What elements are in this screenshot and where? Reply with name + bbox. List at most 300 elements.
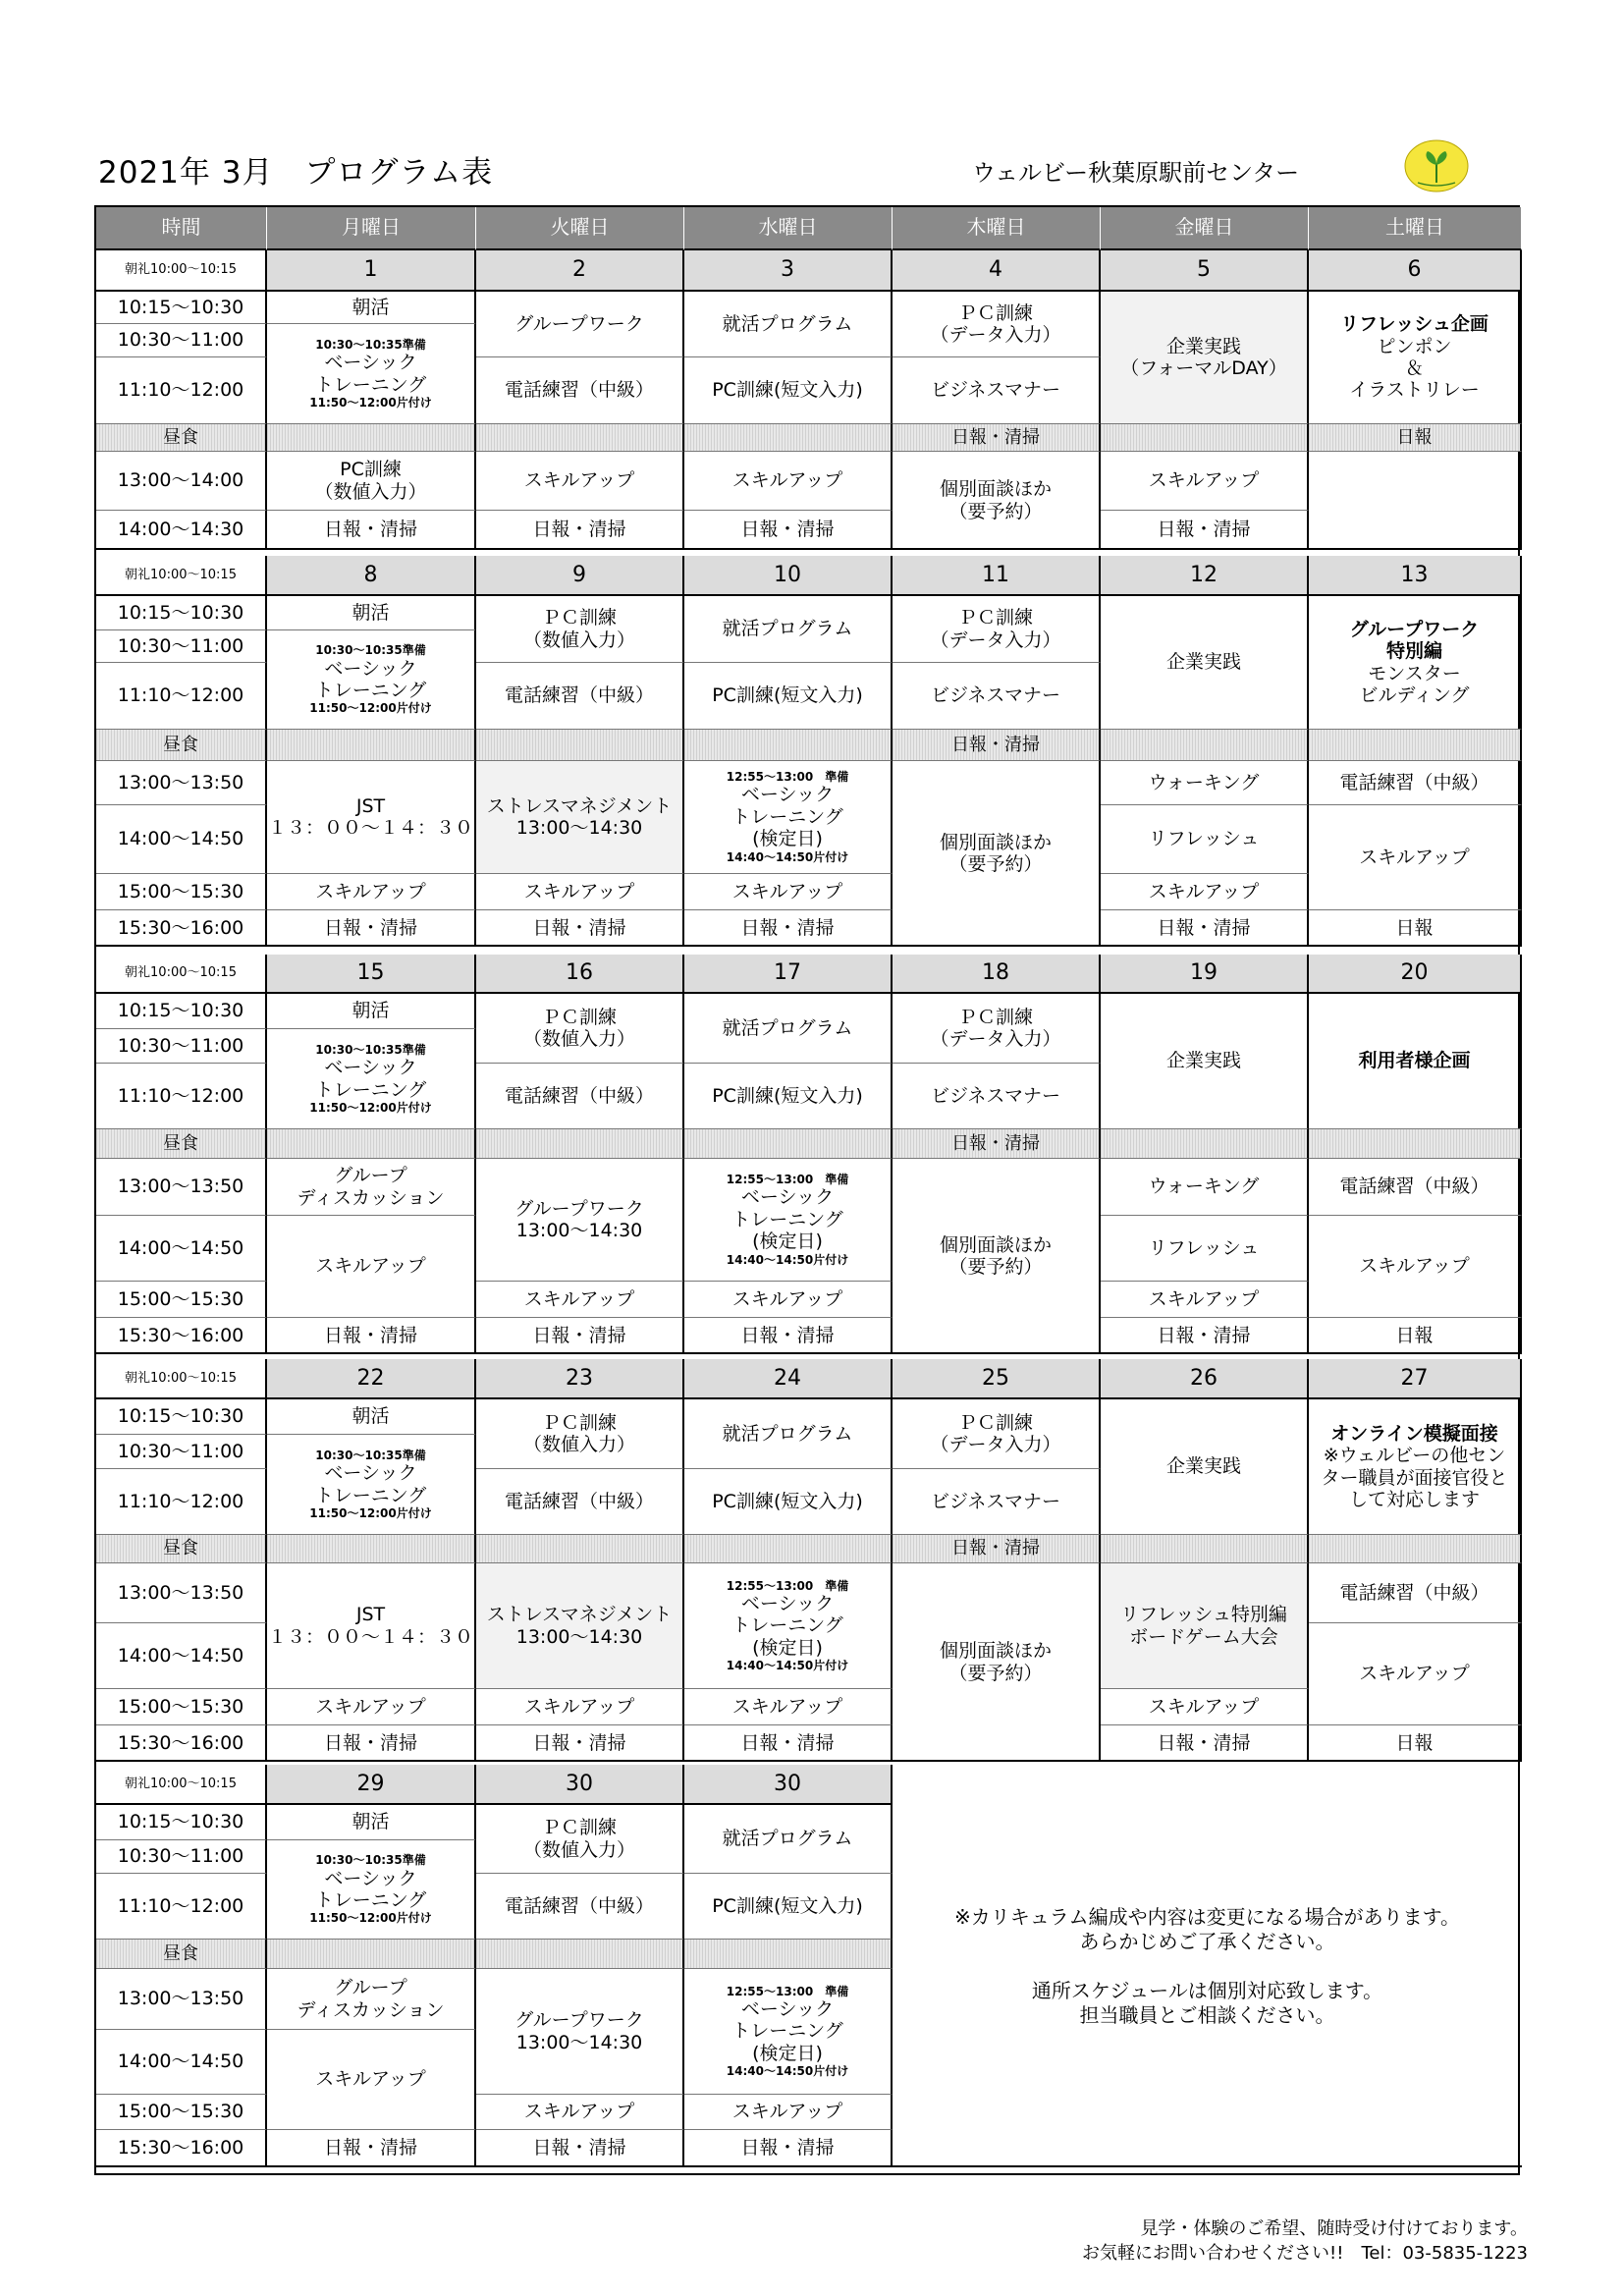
time-slot bbox=[96, 1805, 267, 1840]
cell-line: 30 bbox=[774, 1771, 801, 1796]
program-cell bbox=[1101, 452, 1309, 511]
cell-line: （数値入力） bbox=[314, 480, 427, 503]
program-cell bbox=[1101, 805, 1309, 874]
cell-line: ビルディング bbox=[1359, 683, 1470, 706]
time-slot bbox=[96, 874, 267, 910]
cell-line: 14:00～14:50 bbox=[117, 2050, 244, 2073]
program-cell bbox=[476, 1282, 684, 1318]
program-cell bbox=[684, 663, 893, 730]
cell-line: 朝礼10:00～10:15 bbox=[125, 1370, 237, 1386]
program-cell bbox=[1309, 596, 1522, 730]
cell-line: (検定日) bbox=[752, 1636, 823, 1659]
cell-line: 12:55～13:00 準備 bbox=[726, 1173, 849, 1187]
cell-line: スキルアップ bbox=[523, 2101, 635, 2123]
program-cell bbox=[267, 2130, 476, 2167]
lunch-stripe bbox=[684, 424, 893, 452]
program-cell bbox=[1101, 292, 1309, 424]
cell-line: ビジネスマナー bbox=[930, 1490, 1061, 1512]
cell-line: 14:00～14:50 bbox=[117, 1236, 244, 1259]
cell-line: オンライン模擬面接 bbox=[1330, 1422, 1498, 1445]
day-header-6 bbox=[1309, 207, 1522, 250]
cell-line: 電話練習（中級） bbox=[504, 1084, 654, 1107]
cell-line: 日報・清掃 bbox=[532, 519, 626, 541]
cell-line: 金曜日 bbox=[1174, 215, 1234, 240]
cell-line: 10:30～10:35準備 bbox=[315, 1853, 426, 1868]
program-cell bbox=[1309, 805, 1522, 910]
lunch-label bbox=[96, 1129, 267, 1159]
cell-line: 個別面談ほか bbox=[939, 478, 1052, 501]
time-slot bbox=[96, 1064, 267, 1129]
lunch-stripe bbox=[267, 730, 476, 761]
cell-line: 24 bbox=[774, 1365, 801, 1391]
cell-line: 14:40～14:50片付け bbox=[726, 1659, 849, 1673]
cell-line: 通所スケジュールは個別対応致します。 bbox=[1031, 1978, 1383, 2002]
cell-line: 火曜日 bbox=[550, 215, 610, 240]
cell-line: グループワーク bbox=[514, 2009, 644, 2032]
date-cell bbox=[476, 556, 684, 596]
program-cell bbox=[684, 511, 893, 550]
program-cell bbox=[893, 1399, 1101, 1469]
cell-line: PC訓練(短文入力) bbox=[712, 684, 863, 707]
cell-line: リフレッシュ bbox=[1148, 1236, 1260, 1259]
program-cell bbox=[1101, 596, 1309, 730]
lunch-label bbox=[96, 424, 267, 452]
cell-line: ディスカッション bbox=[297, 1998, 445, 2021]
cell-line: 13:00～13:50 bbox=[117, 1175, 244, 1198]
cell-line: (検定日) bbox=[752, 828, 823, 850]
date-cell bbox=[684, 250, 893, 292]
program-cell bbox=[893, 994, 1101, 1064]
cell-line: 12:55～13:00 準備 bbox=[726, 1578, 849, 1593]
cell-line: 22 bbox=[356, 1365, 385, 1391]
day-header-4 bbox=[893, 207, 1101, 250]
cell-line: 日報・清掃 bbox=[323, 519, 417, 541]
cell-line: ビジネスマナー bbox=[930, 1084, 1061, 1107]
cell-line: PC訓練(短文入力) bbox=[712, 1894, 863, 1917]
time-slot bbox=[96, 1216, 267, 1282]
cell-line: 10:15～10:30 bbox=[117, 1811, 244, 1833]
program-cell bbox=[267, 1725, 476, 1762]
date-cell bbox=[267, 556, 476, 596]
cell-line: 企業実践 bbox=[1165, 1455, 1241, 1478]
spacer bbox=[1204, 1954, 1210, 1979]
cell-line: 11:50～12:00片付け bbox=[309, 1911, 432, 1926]
cell-line: 10:15～10:30 bbox=[117, 296, 244, 318]
cell-line: 就活プログラム bbox=[722, 1016, 853, 1039]
program-cell bbox=[1101, 1216, 1309, 1282]
program-cell bbox=[267, 761, 476, 874]
time-slot bbox=[96, 357, 267, 424]
cell-line: 日報・清掃 bbox=[740, 1731, 835, 1754]
cell-line: 電話練習（中級） bbox=[1339, 771, 1489, 793]
date-cell bbox=[476, 1359, 684, 1399]
cell-line: 29 bbox=[356, 1771, 385, 1796]
cell-line: トレーニング bbox=[314, 1078, 427, 1101]
cell-line: ウォーキング bbox=[1148, 771, 1260, 793]
cell-line: 朝活 bbox=[352, 1405, 390, 1428]
footer-visit-text: 見学・体験のご希望、随時受け付けております。 bbox=[1140, 2218, 1528, 2239]
program-cell bbox=[1101, 1318, 1309, 1354]
program-cell bbox=[893, 1159, 1101, 1354]
program-cell bbox=[476, 1064, 684, 1129]
program-cell bbox=[893, 357, 1101, 424]
program-cell bbox=[684, 596, 893, 663]
cell-line: 11:50～12:00片付け bbox=[309, 1505, 432, 1520]
date-cell bbox=[476, 250, 684, 292]
lunch-label bbox=[96, 730, 267, 761]
cell-line: 15:30～16:00 bbox=[117, 2137, 244, 2159]
cell-line: グループワーク bbox=[514, 312, 644, 335]
program-cell bbox=[1101, 1282, 1309, 1318]
cell-line: 電話練習（中級） bbox=[504, 684, 654, 707]
program-cell bbox=[267, 596, 476, 630]
cell-line: ベーシック bbox=[740, 784, 835, 806]
time-slot bbox=[96, 910, 267, 947]
cell-line: ＰＣ訓練 bbox=[541, 1411, 617, 1434]
cell-line: 13:00～13:50 bbox=[117, 1581, 244, 1604]
cell-line: 日報・清掃 bbox=[323, 2137, 417, 2159]
cell-line: 13:00～13:50 bbox=[117, 771, 244, 793]
lunch-stripe bbox=[267, 1535, 476, 1563]
cell-line: イラストリレー bbox=[1349, 379, 1480, 402]
cell-line: グループワーク bbox=[1349, 618, 1480, 640]
time-slot bbox=[96, 1563, 267, 1623]
cell-line: ＰＣ訓練 bbox=[957, 607, 1033, 629]
cell-line: トレーニング bbox=[314, 1484, 427, 1506]
program-cell bbox=[267, 630, 476, 730]
program-cell bbox=[684, 1159, 893, 1282]
program-cell bbox=[1101, 1563, 1309, 1689]
cell-line: (検定日) bbox=[752, 1230, 823, 1253]
program-cell bbox=[684, 1689, 893, 1725]
morning-label bbox=[96, 1359, 267, 1399]
morning-label bbox=[96, 1765, 267, 1805]
cell-line: JST bbox=[355, 794, 386, 817]
cell-line: 担当職員とご相談ください。 bbox=[1079, 2002, 1335, 2027]
cell-line: １３：００～１４：３０ bbox=[267, 1625, 473, 1648]
program-cell bbox=[893, 761, 1101, 947]
program-cell bbox=[684, 1563, 893, 1689]
cell-line: 個別面談ほか bbox=[939, 1640, 1052, 1663]
time-slot bbox=[96, 805, 267, 874]
cell-line: １３：００～１４：３０ bbox=[267, 817, 473, 839]
cell-line: 10:30～11:00 bbox=[117, 329, 244, 352]
program-cell bbox=[684, 1805, 893, 1874]
cell-line: リフレッシュ bbox=[1148, 828, 1260, 850]
cell-line: リフレッシュ企画 bbox=[1340, 313, 1489, 336]
cell-line: ベーシック bbox=[324, 1057, 417, 1079]
cell-line: 11 bbox=[982, 562, 1009, 587]
cell-line: 日報・清掃 bbox=[532, 916, 626, 939]
program-cell bbox=[684, 2095, 893, 2130]
cell-line: 27 bbox=[1400, 1365, 1429, 1391]
program-cell bbox=[1101, 994, 1309, 1129]
center-name: ウェルビー秋葉原駅前センター bbox=[972, 159, 1300, 187]
cell-line: 10:30～11:00 bbox=[117, 1440, 244, 1462]
week-divider bbox=[96, 548, 1522, 551]
cell-line: して対応します bbox=[1348, 1488, 1480, 1510]
cell-line: 日報・清掃 bbox=[1157, 1324, 1251, 1346]
cell-line: 3 bbox=[781, 257, 794, 283]
cell-line: PC訓練(短文入力) bbox=[712, 1084, 863, 1107]
program-cell bbox=[267, 1159, 476, 1216]
cell-line: 朝活 bbox=[352, 1000, 390, 1022]
cell-line: 14:00～14:30 bbox=[117, 519, 244, 541]
cell-line: 20 bbox=[1400, 960, 1429, 986]
time-slot bbox=[96, 1282, 267, 1318]
cell-line: 13:00～14:00 bbox=[117, 469, 244, 492]
cell-line: スキルアップ bbox=[731, 1287, 843, 1310]
time-slot bbox=[96, 1969, 267, 2030]
time-slot bbox=[96, 1725, 267, 1762]
program-cell bbox=[1101, 910, 1309, 947]
cell-line: （データ入力） bbox=[930, 629, 1061, 651]
cell-line: スキルアップ bbox=[523, 1287, 635, 1310]
time-slot bbox=[96, 1435, 267, 1469]
cell-line: 13 bbox=[1400, 562, 1429, 587]
time-slot bbox=[96, 663, 267, 730]
cell-line: 日報・清掃 bbox=[323, 1324, 417, 1346]
cell-line: 11:10～12:00 bbox=[117, 379, 244, 402]
cell-line: 14:40～14:50片付け bbox=[726, 849, 849, 864]
lunch-stripe bbox=[476, 730, 684, 761]
program-cell bbox=[684, 910, 893, 947]
cell-line: 2 bbox=[572, 257, 586, 283]
cell-line: （要予約） bbox=[948, 1662, 1043, 1684]
program-cell bbox=[1309, 1399, 1522, 1535]
cell-line: ＰＣ訓練 bbox=[541, 1817, 617, 1839]
program-cell bbox=[893, 596, 1101, 663]
cell-line: 電話練習（中級） bbox=[504, 1894, 654, 1917]
cell-line: PC訓練 bbox=[340, 459, 402, 481]
lunch-stripe bbox=[684, 1129, 893, 1159]
cell-line: 17 bbox=[774, 960, 801, 986]
program-cell bbox=[476, 292, 684, 357]
cell-line: 23 bbox=[566, 1365, 593, 1391]
time-slot bbox=[96, 1840, 267, 1874]
day-header-3 bbox=[684, 207, 893, 250]
program-cell bbox=[893, 292, 1101, 357]
cell-line: ＰＣ訓練 bbox=[541, 607, 617, 629]
cell-line: 10:30～10:35準備 bbox=[315, 1448, 426, 1462]
cell-line: 日報・清掃 bbox=[532, 1324, 626, 1346]
cell-line: 5 bbox=[1197, 257, 1211, 283]
program-cell bbox=[684, 1318, 893, 1354]
cell-line: 10:30～10:35準備 bbox=[315, 1042, 426, 1057]
cell-line: ピンポン bbox=[1377, 335, 1452, 357]
program-cell bbox=[1309, 1318, 1522, 1354]
cell-line: 朝活 bbox=[352, 1811, 390, 1833]
time-slot bbox=[96, 2130, 267, 2167]
cell-line: トレーニング bbox=[731, 1614, 843, 1637]
cell-line: 10:30～10:35準備 bbox=[315, 337, 426, 352]
cell-line: 日報・清掃 bbox=[740, 519, 835, 541]
date-cell bbox=[1101, 250, 1309, 292]
cell-line: 14:00～14:50 bbox=[117, 828, 244, 850]
program-cell bbox=[893, 1064, 1101, 1129]
program-cell bbox=[267, 1969, 476, 2030]
date-cell bbox=[1309, 1359, 1522, 1399]
program-cell bbox=[893, 1535, 1101, 1563]
date-cell bbox=[1101, 1359, 1309, 1399]
lunch-stripe bbox=[684, 1535, 893, 1563]
cell-line: 11:10～12:00 bbox=[117, 1084, 244, 1107]
cell-line: 4 bbox=[989, 257, 1002, 283]
cell-line: 11:50～12:00片付け bbox=[309, 701, 432, 716]
cell-line: トレーニング bbox=[731, 2020, 843, 2043]
cell-line: PC訓練(短文入力) bbox=[712, 379, 863, 402]
cell-line: 9 bbox=[572, 562, 586, 587]
program-cell bbox=[893, 730, 1101, 761]
program-cell bbox=[684, 1874, 893, 1940]
time-slot bbox=[96, 1469, 267, 1535]
cell-line: ベーシック bbox=[740, 1592, 835, 1614]
cell-line: 朝活 bbox=[352, 296, 390, 318]
cell-line: ＆ bbox=[1404, 357, 1424, 379]
cell-line: （数値入力） bbox=[522, 1434, 635, 1455]
cell-line: 昼食 bbox=[163, 1538, 198, 1559]
cell-line: 水曜日 bbox=[758, 215, 818, 240]
cell-line: 日報・清掃 bbox=[323, 1731, 417, 1754]
cell-line: 就活プログラム bbox=[722, 1828, 853, 1850]
cell-line: ＰＣ訓練 bbox=[957, 1411, 1033, 1434]
cell-line: 電話練習（中級） bbox=[504, 379, 654, 402]
cell-line: あらかじめご了承ください。 bbox=[1079, 1929, 1335, 1953]
cell-line: 10:15～10:30 bbox=[117, 1405, 244, 1428]
program-cell bbox=[476, 1159, 684, 1282]
program-cell bbox=[267, 1689, 476, 1725]
cell-line: 利用者様企画 bbox=[1358, 1050, 1471, 1072]
cell-line: モンスター bbox=[1368, 662, 1461, 684]
program-cell bbox=[476, 452, 684, 511]
lunch-label bbox=[96, 1535, 267, 1563]
cell-line: 10:15～10:30 bbox=[117, 601, 244, 624]
morning-label bbox=[96, 955, 267, 994]
cell-line: トレーニング bbox=[731, 805, 843, 828]
time-slot bbox=[96, 994, 267, 1029]
cell-line: スキルアップ bbox=[1148, 1287, 1260, 1310]
cell-line: 11:10～12:00 bbox=[117, 1894, 244, 1917]
cell-line: ビジネスマナー bbox=[930, 684, 1061, 707]
cell-line: 15:30～16:00 bbox=[117, 1731, 244, 1754]
cell-line: 15:00～15:30 bbox=[117, 1287, 244, 1310]
week-divider bbox=[96, 1352, 1522, 1355]
cell-line: 日報・清掃 bbox=[740, 2137, 835, 2159]
cell-line: 個別面談ほか bbox=[939, 831, 1052, 853]
cell-line: 10:30～11:00 bbox=[117, 1845, 244, 1868]
lunch-stripe bbox=[1101, 1129, 1309, 1159]
cell-line: スキルアップ bbox=[1359, 846, 1470, 868]
program-cell bbox=[1309, 1623, 1522, 1725]
cell-line: グループワーク bbox=[514, 1197, 644, 1220]
cell-line: 電話練習（中級） bbox=[504, 1490, 654, 1512]
program-cell bbox=[1309, 910, 1522, 947]
cell-line: 特別編 bbox=[1385, 640, 1442, 663]
time-slot bbox=[96, 761, 267, 805]
morning-label bbox=[96, 556, 267, 596]
cell-line: ベーシック bbox=[740, 1186, 835, 1209]
cell-line: 個別面談ほか bbox=[939, 1233, 1052, 1256]
cell-line: 月曜日 bbox=[342, 215, 401, 240]
program-cell bbox=[684, 1469, 893, 1535]
cell-line: 13:00～13:50 bbox=[117, 1988, 244, 2010]
cell-line: グループ bbox=[334, 1977, 407, 1999]
time-slot bbox=[96, 1029, 267, 1064]
cell-line: ター職員が面接官役と bbox=[1321, 1466, 1508, 1489]
cell-line: ストレスマネジメント bbox=[486, 794, 673, 817]
cell-line: 13:00～14:30 bbox=[515, 2031, 643, 2053]
program-cell bbox=[1309, 292, 1522, 424]
cell-line: 朝活 bbox=[352, 601, 390, 624]
cell-line: スキルアップ bbox=[523, 1695, 635, 1718]
date-cell bbox=[267, 955, 476, 994]
cell-line: 6 bbox=[1407, 257, 1422, 283]
cell-line: 14:00～14:50 bbox=[117, 1644, 244, 1667]
sprout-logo-icon bbox=[1404, 139, 1469, 192]
program-cell bbox=[1309, 1563, 1522, 1623]
cell-line: グループ bbox=[334, 1165, 407, 1187]
cell-line: ベーシック bbox=[324, 1462, 417, 1485]
program-cell bbox=[684, 1725, 893, 1762]
program-cell bbox=[267, 292, 476, 324]
cell-line: 13:00～14:30 bbox=[515, 1625, 643, 1648]
program-cell bbox=[476, 874, 684, 910]
program-cell bbox=[1101, 874, 1309, 910]
program-cell bbox=[476, 1399, 684, 1469]
program-cell bbox=[684, 1282, 893, 1318]
program-cell bbox=[1101, 1399, 1309, 1535]
program-cell bbox=[1309, 1159, 1522, 1216]
cell-line: 30 bbox=[566, 1771, 593, 1796]
cell-line: 日報 bbox=[1395, 1731, 1434, 1754]
program-cell bbox=[1101, 1725, 1309, 1762]
cell-line: 電話練習（中級） bbox=[1339, 1581, 1489, 1604]
program-cell bbox=[1309, 994, 1522, 1129]
cell-line: 日報・清掃 bbox=[323, 916, 417, 939]
cell-line: 10:15～10:30 bbox=[117, 1000, 244, 1022]
date-cell bbox=[476, 1765, 684, 1805]
program-cell bbox=[684, 874, 893, 910]
date-cell bbox=[893, 955, 1101, 994]
cell-line: 16 bbox=[566, 960, 593, 986]
time-slot bbox=[96, 452, 267, 511]
cell-line: ビジネスマナー bbox=[930, 379, 1061, 402]
program-cell bbox=[893, 663, 1101, 730]
cell-line: 日報・清掃 bbox=[740, 1324, 835, 1346]
lunch-stripe bbox=[684, 730, 893, 761]
program-cell bbox=[684, 2130, 893, 2167]
week-divider bbox=[96, 1760, 1522, 1763]
cell-line: 昼食 bbox=[163, 426, 198, 448]
cell-line: トレーニング bbox=[314, 1889, 427, 1911]
lunch-stripe bbox=[684, 1940, 893, 1969]
cell-line: 日報・清掃 bbox=[1157, 916, 1251, 939]
program-cell bbox=[893, 452, 1101, 550]
cell-line: （データ入力） bbox=[930, 324, 1061, 346]
cell-line: 15:30～16:00 bbox=[117, 1324, 244, 1346]
program-cell bbox=[267, 324, 476, 424]
program-cell bbox=[267, 1216, 476, 1318]
cell-line: スキルアップ bbox=[523, 880, 635, 902]
program-cell bbox=[267, 994, 476, 1029]
cell-line: （要予約） bbox=[948, 853, 1043, 875]
cell-line: 10:30～11:00 bbox=[117, 634, 244, 657]
footer-contact bbox=[1082, 2216, 1528, 2266]
cell-line: 朝礼10:00～10:15 bbox=[125, 965, 237, 981]
cell-line: スキルアップ bbox=[731, 469, 843, 492]
cell-line: （要予約） bbox=[948, 500, 1043, 522]
cell-line: 日報・清掃 bbox=[532, 2137, 626, 2159]
